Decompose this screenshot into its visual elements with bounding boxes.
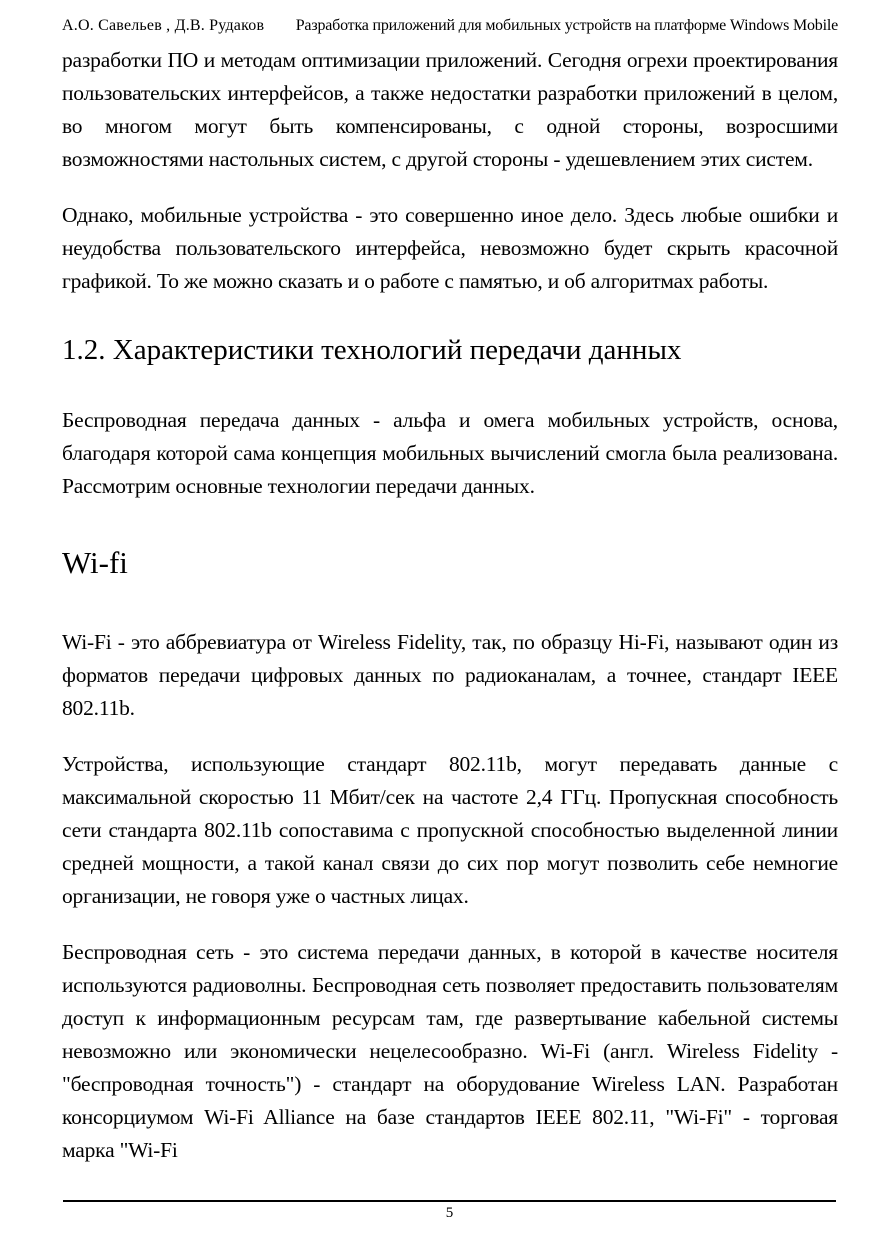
subsection-heading-wifi: Wi-fi: [62, 545, 128, 580]
header-authors: А.О. Савельев , Д.В. Рудаков: [62, 17, 265, 34]
paragraph-software-optimization: разработки ПО и методам оптимизации приложений. Сегодня огрехи проектирования пользовательских интерфейсов, а также недостатки разработки приложений в целом, во многом могут быть компенсированы, с одной стороны, возросшими возможностями настольных систем, с другой стороны - удешевлением этих систем.: [62, 48, 838, 171]
paragraph-wifi-abbreviation: Wi-Fi - это аббревиатура от Wireless Fidelity, так, по образцу Hi-Fi, называют один из форматов передачи цифровых данных по радиоканалам, а точнее, стандарт IEEE 802.11b.: [62, 630, 838, 720]
running-header: [62, 0, 838, 35]
paragraph-80211b-speed: Устройства, использующие стандарт 802.11b, могут передавать данные с максимальной скоростью 11 Мбит/сек на частоте 2,4 ГГц. Пропускная способность сети стандарта 802.11b сопоставима с пропускной способностью выделенной линии средней мощности, а такой канал связи до сих пор могут позволить себе немногие организации, не говоря уже о частных лицах.: [62, 752, 838, 908]
paragraph-mobile-devices: Однако, мобильные устройства - это совершенно иное дело. Здесь любые ошибки и неудобства пользовательского интерфейса, невозможно будет скрыть красочной графикой. То же можно сказать и о работе с памятью, и об алгоритмах работы.: [62, 203, 838, 293]
header-document-title: Разработка приложений для мобильных устройств на платформе Windows Mobile: [295, 17, 838, 34]
page-footer: [63, 1200, 836, 1222]
section-heading-1-2: 1.2. Характеристики технологий передачи данных: [62, 334, 682, 366]
paragraph-wireless-network-definition: Беспроводная сеть - это система передачи данных, в которой в качестве носителя используются радиоволны. Беспроводная сеть позволяет предоставить пользователям доступ к информационным ресурсам там, где развертывание кабельной системы невозможно или экономически нецелесообразно. Wi-Fi (англ. Wireless Fidelity - "беспроводная точность") - стандарт на оборудование Wireless LAN. Разработан консорциумом Wi-Fi Alliance на базе стандартов IEEE 802.11, "Wi-Fi" - торговая марка "Wi-Fi: [62, 940, 838, 1162]
paragraph-wireless-intro: Беспроводная передача данных - альфа и омега мобильных устройств, основа, благодаря которой сама концепция мобильных вычислений смогла была реализована. Рассмотрим основные технологии передачи данных.: [62, 408, 838, 498]
page-number: 5: [445, 1205, 454, 1221]
